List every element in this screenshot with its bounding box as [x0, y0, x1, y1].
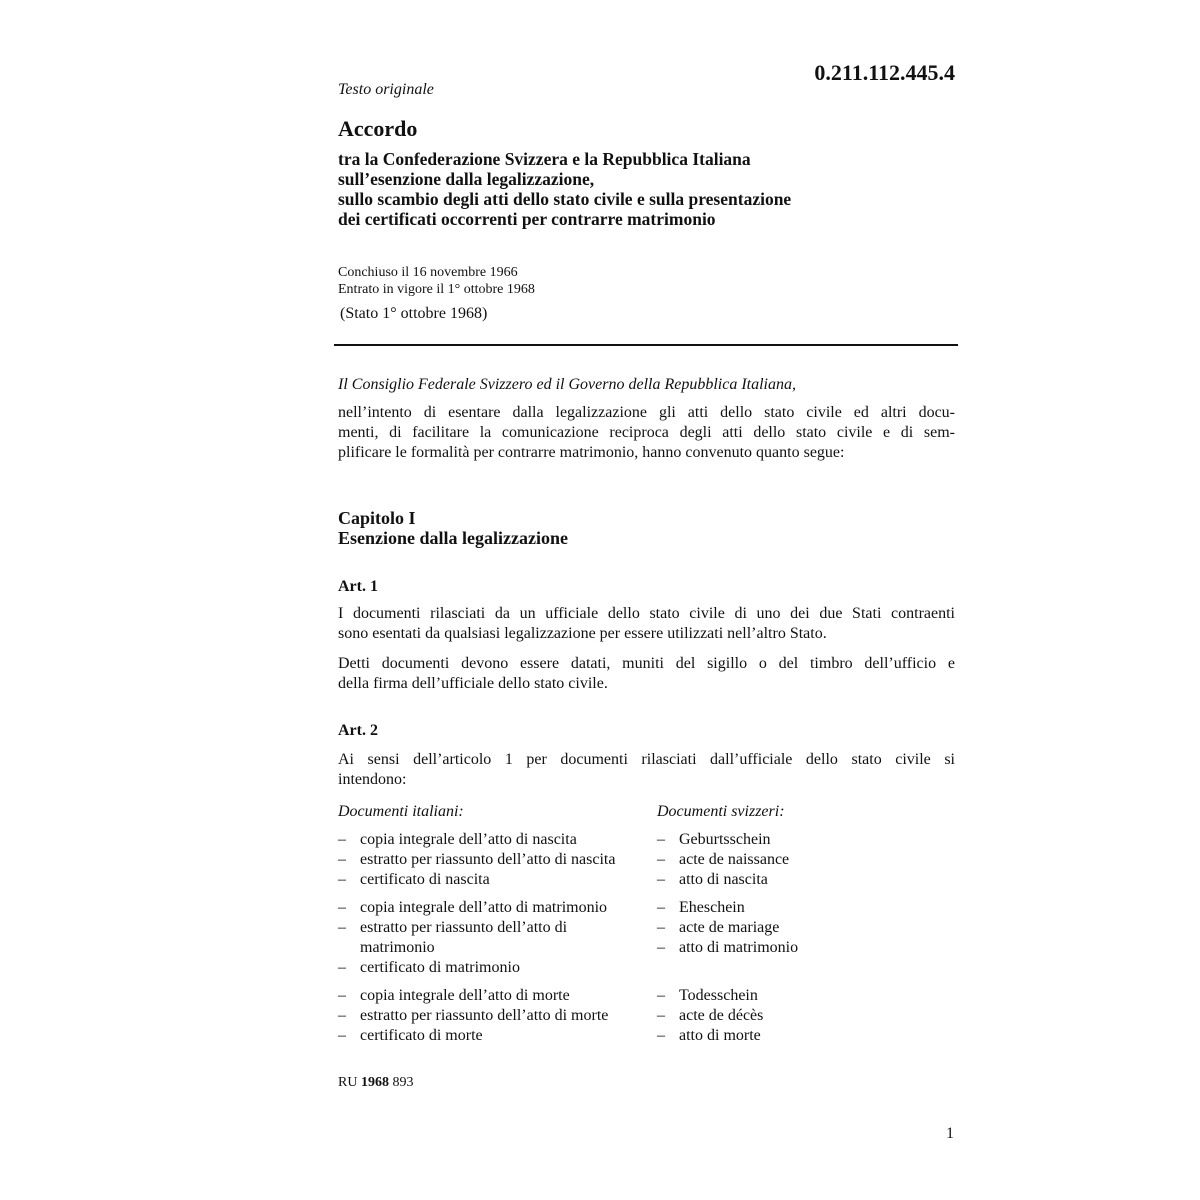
- subtitle-line: sull’esenzione dalla legalizzazione,: [338, 169, 595, 189]
- in-force-date: Entrato in vigore il 1° ottobre 1968: [338, 282, 535, 297]
- list-item: – estratto per riassunto dell’atto di nascita: [338, 851, 616, 868]
- list-item: – acte de naissance: [657, 851, 790, 868]
- article-1-paragraph-2: [338, 654, 955, 694]
- italian-documents-heading: Documenti italiani:: [338, 803, 464, 820]
- chapter-number: Capitolo I: [338, 508, 416, 528]
- list-item: – copia integrale dell’atto di morte: [338, 987, 570, 1004]
- list-item: – certificato di morte: [338, 1027, 483, 1044]
- dash-marker: –: [657, 851, 665, 868]
- status-date: (Stato 1° ottobre 1968): [340, 305, 488, 322]
- ru-prefix: RU: [338, 1075, 358, 1090]
- concluded-date: Conchiuso il 16 novembre 1966: [338, 265, 518, 280]
- group-gap: [657, 978, 798, 986]
- article-2-heading: Art. 2: [338, 722, 378, 739]
- paragraph-line: Detti documenti devono essere datati, muniti del sigillo o del timbro dell’ufficio e: [338, 655, 955, 672]
- dash-marker: –: [338, 919, 346, 936]
- article-2-intro: [338, 750, 955, 790]
- chapter-heading: [338, 508, 568, 548]
- dash-marker: –: [338, 1027, 346, 1044]
- list-item: – Eheschein: [657, 899, 745, 916]
- swiss-documents-list: [657, 830, 798, 1046]
- dash-marker: –: [338, 871, 346, 888]
- dash-marker: –: [657, 939, 665, 956]
- original-text-label: Testo originale: [338, 81, 434, 98]
- sr-number: 0.211.112.445.4: [814, 60, 955, 85]
- header-divider: [334, 344, 958, 346]
- swiss-documents-heading: Documenti svizzeri:: [657, 803, 785, 820]
- list-item: – atto di morte: [657, 1027, 761, 1044]
- list-item: – copia integrale dell’atto di matrimonio: [338, 899, 608, 916]
- group-gap: [657, 890, 798, 898]
- list-item: – estratto per riassunto dell’atto di morte: [338, 1007, 609, 1024]
- list-item: – Geburtsschein: [657, 831, 771, 848]
- dash-marker: –: [338, 831, 346, 848]
- preamble-body: [338, 403, 955, 463]
- date-info: [338, 264, 535, 298]
- ru-page: 893: [392, 1075, 414, 1090]
- dash-marker: –: [657, 919, 665, 936]
- group-gap: [338, 978, 615, 986]
- subtitle-line: dei certificati occorrenti per contrarre matrimonio: [338, 209, 716, 229]
- document-subtitle: [338, 149, 791, 229]
- list-item-continuation: matrimonio: [360, 939, 435, 956]
- dash-marker: –: [657, 1007, 665, 1024]
- ru-year: 1968: [360, 1075, 389, 1090]
- list-item-spacer: [657, 958, 798, 978]
- article-1-heading: Art. 1: [338, 578, 378, 595]
- list-item: – atto di matrimonio: [657, 939, 799, 956]
- list-item: – certificato di matrimonio: [338, 959, 520, 976]
- dash-marker: –: [657, 987, 665, 1004]
- preamble-line: nell’intento di esentare dalla legalizzazione gli atti dello stato civile ed altri docu-: [338, 404, 955, 421]
- paragraph-line: sono esentati da qualsiasi legalizzazione per essere utilizzati nell’altro Stato.: [338, 625, 827, 642]
- preamble-line: plificare le formalità per contrarre matrimonio, hanno convenuto quanto segue:: [338, 444, 845, 461]
- preamble-parties: Il Consiglio Federale Svizzero ed il Governo della Repubblica Italiana,: [338, 376, 796, 393]
- paragraph-line: I documenti rilasciati da un ufficiale dello stato civile di uno dei due Stati contraenti: [338, 605, 955, 622]
- subtitle-line: sullo scambio degli atti dello stato civile e sulla presentazione: [338, 189, 792, 209]
- dash-marker: –: [657, 1027, 665, 1044]
- official-compilation-reference: [338, 1075, 413, 1091]
- dash-marker: –: [338, 987, 346, 1004]
- group-gap: [338, 890, 615, 898]
- list-item: – atto di nascita: [657, 871, 768, 888]
- dash-marker: –: [338, 959, 346, 976]
- paragraph-line: Ai sensi dell’articolo 1 per documenti rilasciati dall’ufficiale dello stato civile si: [338, 751, 955, 768]
- list-item: – acte de mariage: [657, 919, 780, 936]
- dash-marker: –: [657, 899, 665, 916]
- list-item: – acte de décès: [657, 1007, 764, 1024]
- dash-marker: –: [338, 851, 346, 868]
- list-item: – certificato di nascita: [338, 871, 490, 888]
- italian-documents-list: [338, 830, 615, 1046]
- list-item: – estratto per riassunto dell’atto di: [338, 919, 568, 936]
- preamble-line: menti, di facilitare la comunicazione reciproca degli atti dello stato civile e di sem-: [338, 424, 955, 441]
- list-item: – copia integrale dell’atto di nascita: [338, 831, 577, 848]
- paragraph-line: della firma dell’ufficiale dello stato civile.: [338, 675, 608, 692]
- paragraph-line: intendono:: [338, 771, 407, 788]
- subtitle-line: tra la Confederazione Svizzera e la Repubblica Italiana: [338, 149, 751, 169]
- dash-marker: –: [338, 1007, 346, 1024]
- dash-marker: –: [338, 899, 346, 916]
- dash-marker: –: [657, 871, 665, 888]
- chapter-title: Esenzione dalla legalizzazione: [338, 528, 568, 548]
- dash-marker: –: [657, 831, 665, 848]
- page-number: 1: [946, 1125, 954, 1142]
- list-item: – Todesschein: [657, 987, 758, 1004]
- article-1-paragraph-1: [338, 604, 955, 644]
- document-title: Accordo: [338, 116, 418, 141]
